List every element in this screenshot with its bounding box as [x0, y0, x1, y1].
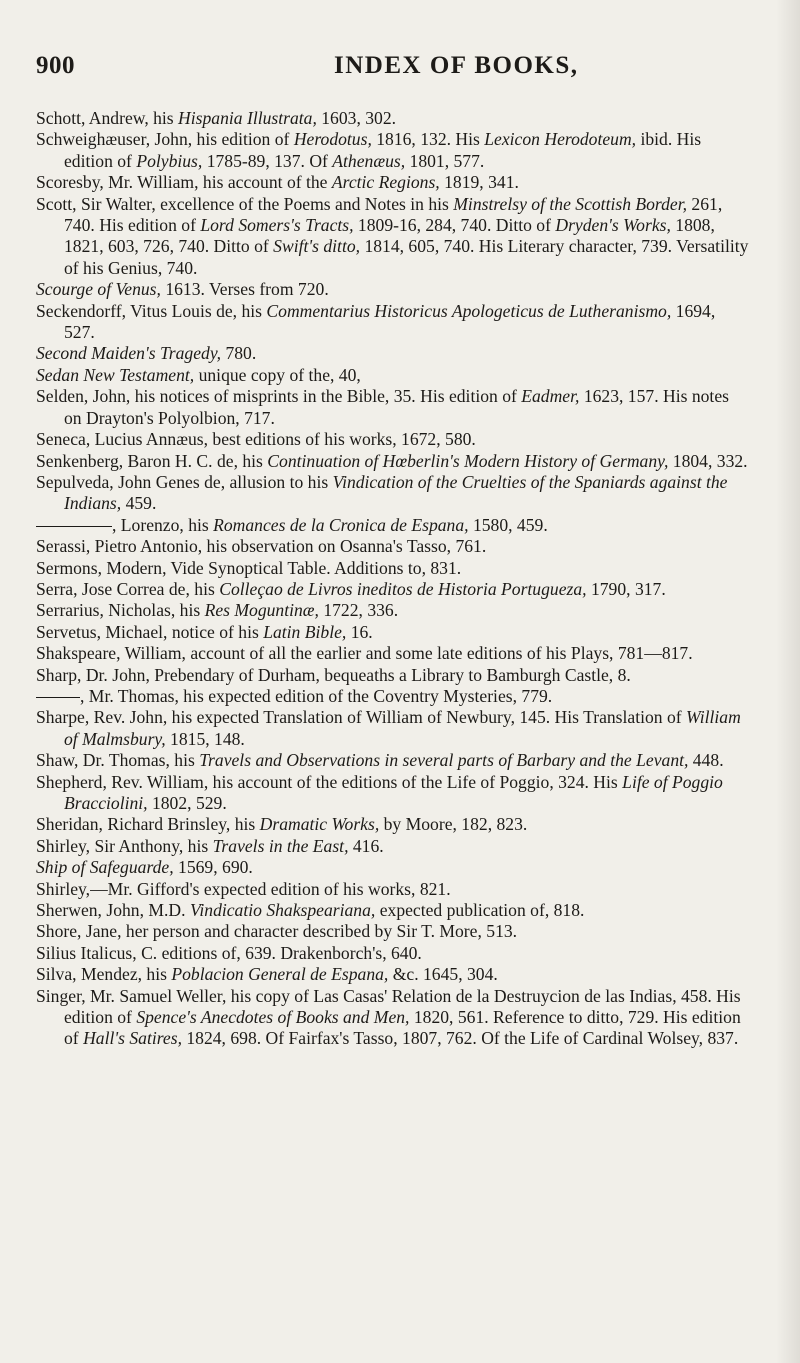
entry-text: 1819, 341. [439, 172, 519, 193]
entry-text: 1804, 332. [668, 450, 748, 471]
entry-title: Hall's Satires, [83, 1028, 182, 1049]
entry-text: 1790, 317. [586, 578, 666, 599]
entry-title: Latin Bible, [263, 621, 347, 642]
entry-text: Singer, Mr. Samuel Weller, his copy of Las Casas' Relation de la Destruycion de las Indias, 458. His edition of [36, 985, 741, 1028]
index-entry [36, 194, 760, 280]
index-entry [36, 836, 760, 857]
entry-text: 1814, 605, 740. His Literary character, 739. Versatility of his Genius, 740. [64, 236, 749, 278]
entry-title: Dryden's Works, [555, 215, 671, 236]
entry-text: 1801, 577. [405, 150, 485, 171]
entry-text: 1580, 459. [468, 514, 548, 535]
entry-text: 1808, 1821, 603, 726, 740. Ditto of [64, 215, 715, 257]
entry-title: Travels and Observations in several parts of Barbary and the Levant, [199, 750, 689, 771]
entry-text: ibid. His edition of [64, 129, 702, 171]
entry-title: Vindicatio Shakspeariana, [189, 900, 376, 921]
index-entry [36, 686, 760, 707]
index-entry [36, 301, 760, 344]
entry-title: Second Maiden's Tragedy, [36, 343, 222, 364]
entry-title: Res Moguntinæ, [204, 600, 319, 621]
entry-text: 1694, 527. [64, 300, 716, 343]
entry-text: Shore, Jane, her person and character described by Sir T. More, 513. [36, 921, 518, 942]
index-entry [36, 900, 760, 921]
entry-text: Silius Italicus, C. editions of, 639. Drakenborch's, 640. [36, 942, 422, 963]
entry-text: , Mr. Thomas, his expected edition of the Coventry Mysteries, 779. [80, 685, 553, 706]
entry-text: Serra, Jose Correa de, his [36, 578, 220, 599]
index-entry [36, 365, 760, 386]
ditto-rule [36, 526, 112, 527]
entry-title: William of Malmsbury, [64, 707, 741, 749]
entry-text: Shepherd, Rev. William, his account of the editions of the Life of Poggio, 324. His [36, 771, 623, 792]
index-entry [36, 386, 760, 429]
entry-title: Lord Somers's Tracts, [200, 215, 354, 236]
entry-text: Shirley,—Mr. Gifford's expected edition of his works, 821. [36, 878, 451, 899]
entry-title: Continuation of Hœberlin's Modern History of Germany, [267, 450, 669, 471]
entry-text: Seneca, Lucius Annæus, best editions of his works, 1672, 580. [36, 429, 476, 450]
entry-text: Schweighæuser, John, his edition of [36, 129, 294, 150]
index-entry [36, 558, 760, 579]
entry-title: Minstrelsy of the Scottish Border, [453, 193, 688, 214]
index-entry [36, 943, 760, 964]
index-entry [36, 429, 760, 450]
entry-title: Colleçao de Livros ineditos de Historia Portugueza, [219, 578, 587, 599]
index-entry [36, 472, 760, 515]
index-entry [36, 343, 760, 364]
entry-title: Herodotus, [293, 129, 372, 150]
entry-text: Shaw, Dr. Thomas, his [36, 750, 200, 771]
entry-title: Athenæus, [332, 150, 406, 171]
entry-title: Life of Poggio Bracciolini, [64, 771, 723, 813]
entry-title: Travels in the East, [212, 835, 349, 856]
entry-text: Shakspeare, William, account of all the earlier and some late editions of his Plays, 781—817. [36, 643, 693, 664]
entry-text: Serassi, Pietro Antonio, his observation on Osanna's Tasso, 761. [36, 536, 487, 557]
entry-title: Lexicon Herodoteum, [484, 129, 637, 150]
entry-title: Spence's Anecdotes of Books and Men, [136, 1007, 410, 1028]
entry-text: Silva, Mendez, his [36, 964, 172, 985]
index-entry [36, 622, 760, 643]
entry-text: 1824, 698. Of Fairfax's Tasso, 1807, 762. Of the Life of Cardinal Wolsey, 837. [181, 1028, 739, 1049]
index-entry [36, 986, 760, 1050]
entry-text: Seckendorff, Vitus Louis de, his [36, 300, 267, 321]
index-entry [36, 600, 760, 621]
entry-text: Sherwen, John, M.D. [36, 900, 190, 921]
index-entry [36, 707, 760, 750]
entry-text: Serrarius, Nicholas, his [36, 600, 205, 621]
entry-text: by Moore, 182, 823. [379, 814, 528, 835]
entry-title: Ship of Safeguarde, [36, 857, 174, 878]
entry-title: Arctic Regions, [331, 172, 440, 193]
entry-text: unique copy of the, 40, [194, 364, 361, 385]
entry-text: 780. [221, 343, 257, 364]
entry-text: 1816, 132. His [371, 129, 485, 150]
entry-text: 261, 740. His edition of [64, 193, 723, 236]
index-entry [36, 665, 760, 686]
index-entry [36, 750, 760, 771]
entry-text: 448. [688, 750, 724, 771]
entry-title: Polybius, [136, 150, 203, 171]
ditto-rule [36, 697, 80, 698]
entry-text: 1785-89, 137. Of [202, 150, 333, 171]
index-entry [36, 879, 760, 900]
entry-text: Sheridan, Richard Brinsley, his [36, 814, 260, 835]
entry-text: 1722, 336. [318, 600, 399, 621]
index-entries [36, 108, 760, 1050]
entry-text: Sharp, Dr. John, Prebendary of Durham, bequeaths a Library to Bamburgh Castle, 8. [36, 664, 631, 685]
entry-text: 1613. Verses from 720. [160, 279, 329, 300]
index-entry [36, 515, 760, 536]
index-entry [36, 921, 760, 942]
entry-text: , Lorenzo, his [112, 514, 214, 535]
entry-title: Commentarius Historicus Apologeticus de Lutheranismo, [266, 300, 672, 321]
index-entry [36, 964, 760, 985]
entry-text: Scoresby, Mr. William, his account of the [36, 172, 332, 193]
entry-title: Poblacion General de Espana, [171, 964, 389, 985]
entry-text: Sepulveda, John Genes de, allusion to his [36, 471, 333, 492]
entry-text: Sharpe, Rev. John, his expected Translation of William of Newbury, 145. His Translation of [36, 707, 687, 728]
page-number: 900 [36, 52, 75, 79]
entry-text: expected publication of, 818. [375, 900, 585, 921]
entry-title: Vindication of the Cruelties of the Spaniards against the Indians, [64, 471, 728, 514]
index-entry [36, 814, 760, 835]
entry-text: 1603, 302. [316, 108, 397, 128]
entry-text: 1569, 690. [173, 857, 253, 878]
entry-text: 416. [348, 835, 384, 856]
running-title: INDEX OF BOOKS, [334, 52, 579, 79]
index-entry [36, 108, 760, 129]
entry-text: Shirley, Sir Anthony, his [36, 835, 213, 856]
entry-text: 1623, 157. His notes on Drayton's Polyolbion, 717. [64, 386, 729, 428]
index-entry [36, 451, 760, 472]
entry-title: Hispania Illustrata, [178, 108, 317, 128]
index-entry [36, 536, 760, 557]
index-entry [36, 279, 760, 300]
entry-title: Eadmer, [521, 386, 580, 407]
entry-text: 1820, 561. Reference to ditto, 729. His edition of [64, 1007, 741, 1049]
entry-title: Romances de la Cronica de Espana, [213, 514, 469, 535]
entry-title: Dramatic Works, [259, 814, 380, 835]
entry-text: Scott, Sir Walter, excellence of the Poems and Notes in his [36, 193, 454, 214]
entry-text: 1802, 529. [147, 793, 227, 813]
entry-text: Senkenberg, Baron H. C. de, his [36, 450, 268, 471]
entry-text: Schott, Andrew, his [36, 108, 179, 128]
page-header [36, 52, 760, 92]
index-entry [36, 857, 760, 878]
index-entry [36, 172, 760, 193]
entry-title: Scourge of Venus, [36, 279, 161, 300]
entry-text: Sermons, Modern, Vide Synoptical Table. Additions to, 831. [36, 557, 462, 578]
index-entry [36, 129, 760, 172]
entry-text: &c. 1645, 304. [388, 964, 498, 985]
entry-text: 16. [346, 621, 373, 642]
entry-title: Sedan New Testament, [36, 364, 195, 385]
entry-text: 459. [121, 493, 157, 514]
index-entry [36, 643, 760, 664]
entry-title: Swift's ditto, [273, 236, 361, 257]
entry-text: 1815, 148. [165, 728, 245, 749]
index-entry [36, 579, 760, 600]
entry-text: Servetus, Michael, notice of his [36, 621, 264, 642]
index-entry [36, 772, 760, 815]
entry-text: Selden, John, his notices of misprints in the Bible, 35. His edition of [36, 386, 522, 407]
entry-text: 1809-16, 284, 740. Ditto of [353, 215, 556, 236]
